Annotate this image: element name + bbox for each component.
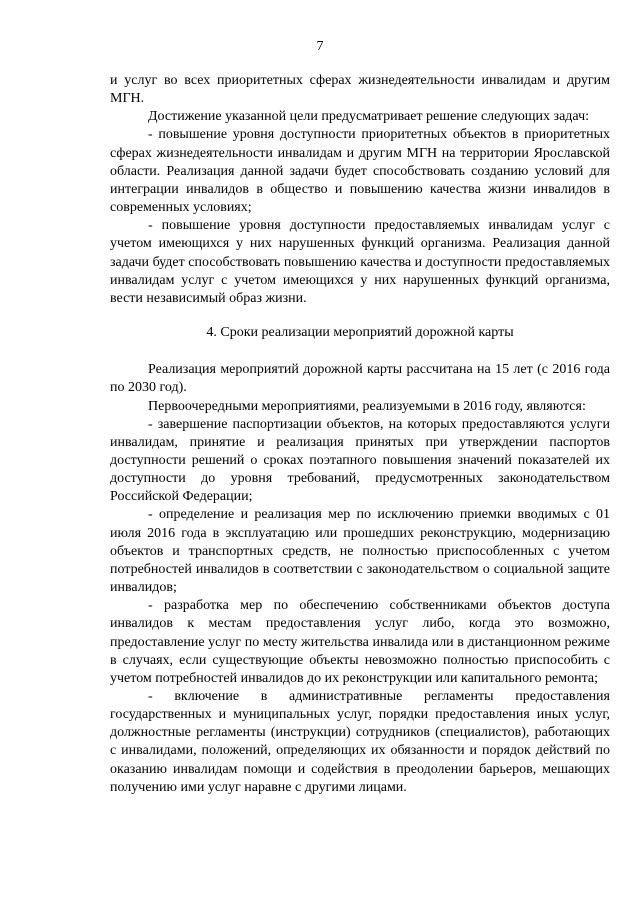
paragraph-priority-measures-intro: Первоочередными мероприятиями, реализуемыми в 2016 году, являются: bbox=[148, 398, 586, 414]
paragraph-task-services-accessibility: - повышение уровня доступности предоставляемых инвалидам услуг с учетом имеющихся у них нарушенных функций организма. Реализация данной задачи будет способствовать повышению качества и доступности предоставляемых инвалидам услуг с учетом имеющихся у них нарушенных функций организма, вести независимый образ жизни. bbox=[110, 218, 610, 306]
paragraph-measure-acceptance: - определение и реализация мер по исключению приемки вводимых с 01 июля 2016 года в эксплуатацию или прошедших реконструкцию, модернизацию объектов и транспортных средств, не полностью приспособленных с учетом потребностей инвалидов в соответствии с законодательством о социальной защите инвалидов; bbox=[110, 507, 610, 596]
paragraph-implementation-period: Реализация мероприятий дорожной карты рассчитана на 15 лет (с 2016 года по 2030 год). bbox=[110, 362, 610, 396]
document-body bbox=[110, 72, 610, 797]
paragraph-task-objects-accessibility: - повышение уровня доступности приоритетных объектов в приоритетных сферах жизнедеятельности инвалидам и другим МГН на территории Ярославской области. Реализация данной задачи будет способствовать созданию условий для интеграции инвалидов в общество и повышению качества жизни инвалидов в современных условиях; bbox=[110, 127, 610, 216]
page-number: 7 bbox=[316, 39, 324, 54]
paragraph-measure-owner-access: - разработка мер по обеспечению собственниками объектов доступа инвалидов к местам предоставления услуг либо, когда это возможно, предоставление услуг по месту жительства инвалида или в дистанционном режиме в случаях, если существующие объекты невозможно полностью приспособить с учетом потребностей инвалидов до их реконструкции или капитального ремонта; bbox=[110, 598, 610, 686]
paragraph-goal-continuation: и услуг во всех приоритетных сферах жизнедеятельности инвалидам и другим МГН. bbox=[110, 73, 610, 107]
paragraph-measure-passportization: - завершение паспортизации объектов, на которых предоставляются услуги инвалидам, принятие и реализация принятых при утверждении паспортов доступности решений о сроках поэтапного повышения значений показателей их доступности до уровня требований, предусмотренных законодательством Российской Федерации; bbox=[110, 416, 610, 505]
paragraph-goal-tasks-intro: Достижение указанной цели предусматривает решение следующих задач: bbox=[148, 109, 589, 125]
section-heading: 4. Сроки реализации мероприятий дорожной карты bbox=[206, 325, 514, 341]
paragraph-measure-regulations: - включение в административные регламенты предоставления государственных и муниципальных услуг, порядки предоставления иных услуг, должностные регламенты (инструкции) сотрудников (специалистов), работающих с инвалидами, положений, определяющих их обязанности и порядок действий по оказанию инвалидам помощи и содействия в преодолении барьеров, мешающих получению ими услуг наравне с другими лицами. bbox=[110, 689, 610, 795]
